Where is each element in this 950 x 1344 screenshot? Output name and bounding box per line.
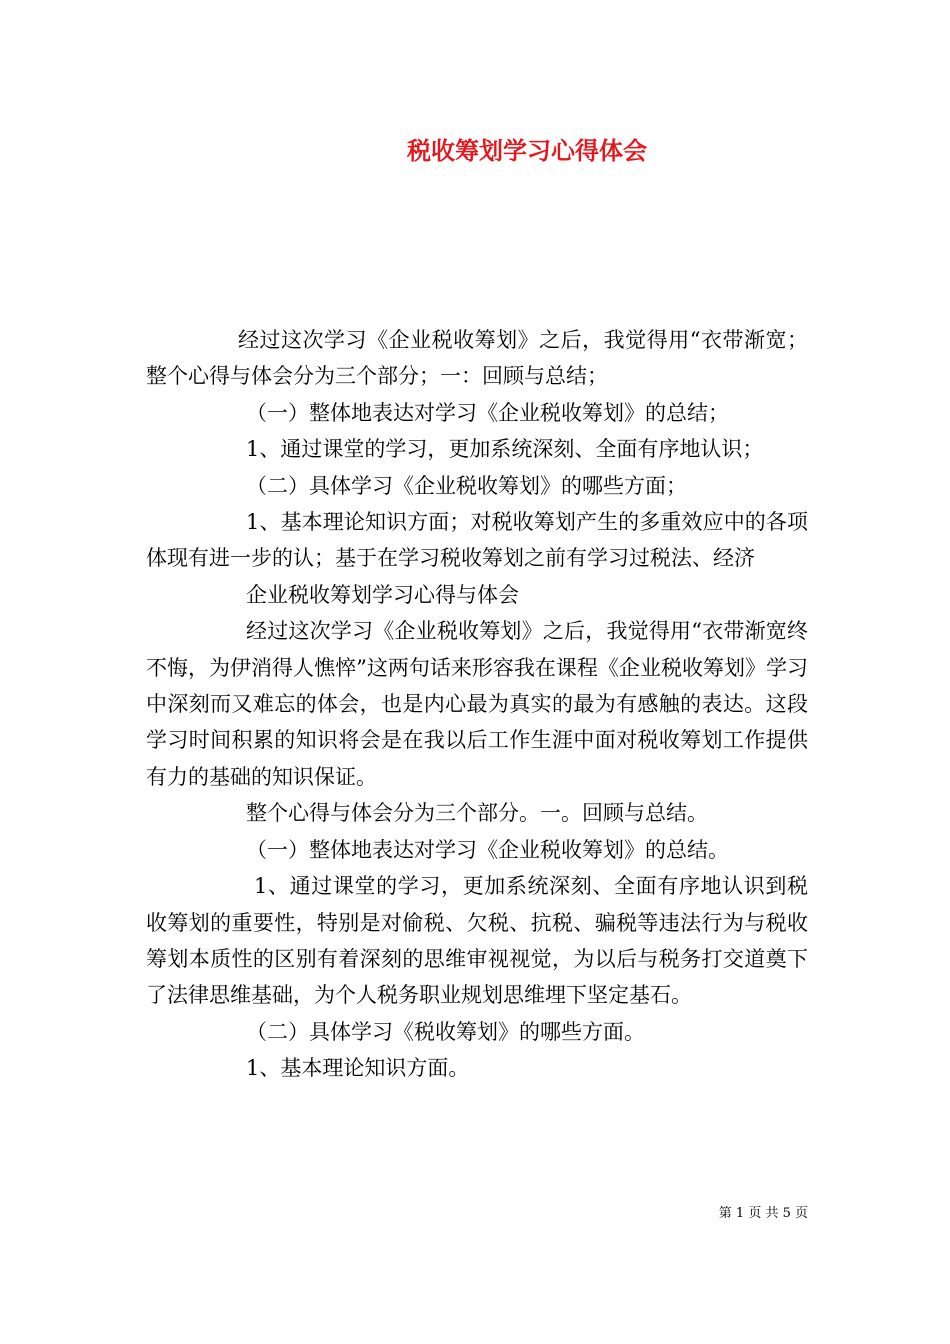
paragraph-classroom-detail: 1、通过课堂的学习，更加系统深刻、全面有序地认识到税收筹划的重要性，特别是对偷税、欠税、抗税、骗税等违法行为与税收筹划本质性的区别有着深刻的思维审视视觉，为以后与税务打交道奠下了法律思维基础，为个人税务职业规划思维埋下坚定基石。 xyxy=(146,874,808,1008)
paragraph-intro: 经过这次学习《企业税收筹划》之后，我觉得用“衣带渐宽；整个心得与体会分为三个部分；一：回顾与总结； xyxy=(146,328,808,389)
paragraph-aspects-heading-2: （二）具体学习《税收筹划》的哪些方面。 xyxy=(246,1019,645,1044)
paragraph-theory-heading: 1、基本理论知识方面。 xyxy=(246,1056,470,1081)
paragraph-theory-point: 1、基本理论知识方面；对税收筹划产生的多重效应中的各项体现有进一步的认；基于在学习税收筹划之前有学习过税法、经济 xyxy=(146,510,808,571)
paragraph-aspects-heading: （二）具体学习《企业税收筹划》的哪些方面； xyxy=(246,473,687,498)
paragraph-summary-heading-2: （一）整体地表达对学习《企业税收筹划》的总结。 xyxy=(246,837,729,862)
paragraph-classroom-point: 1、通过课堂的学习，更加系统深刻、全面有序地认识； xyxy=(246,437,764,462)
paragraph-subtitle: 企业税收筹划学习心得与体会 xyxy=(246,582,519,607)
paragraph-summary-heading: （一）整体地表达对学习《企业税收筹划》的总结； xyxy=(246,400,729,425)
page-number: 第 1 页 共 5 页 xyxy=(718,1206,808,1221)
paragraph-main-intro: 经过这次学习《企业税收筹划》之后，我觉得用“衣带渐宽终不悔，为伊消得人憔悴”这两句话来形容我在课程《企业税收筹划》学习中深刻而又难忘的体会，也是内心最为真实的最为有感触的表达。这段学习时间积累的知识将会是在我以后工作生涯中面对税收筹划工作提供有力的基础的知识保证。 xyxy=(146,619,808,789)
document-title: 税收筹划学习心得体会 xyxy=(407,136,647,165)
document-body xyxy=(146,322,808,1087)
paragraph-structure: 整个心得与体会分为三个部分。一。回顾与总结。 xyxy=(246,801,708,826)
